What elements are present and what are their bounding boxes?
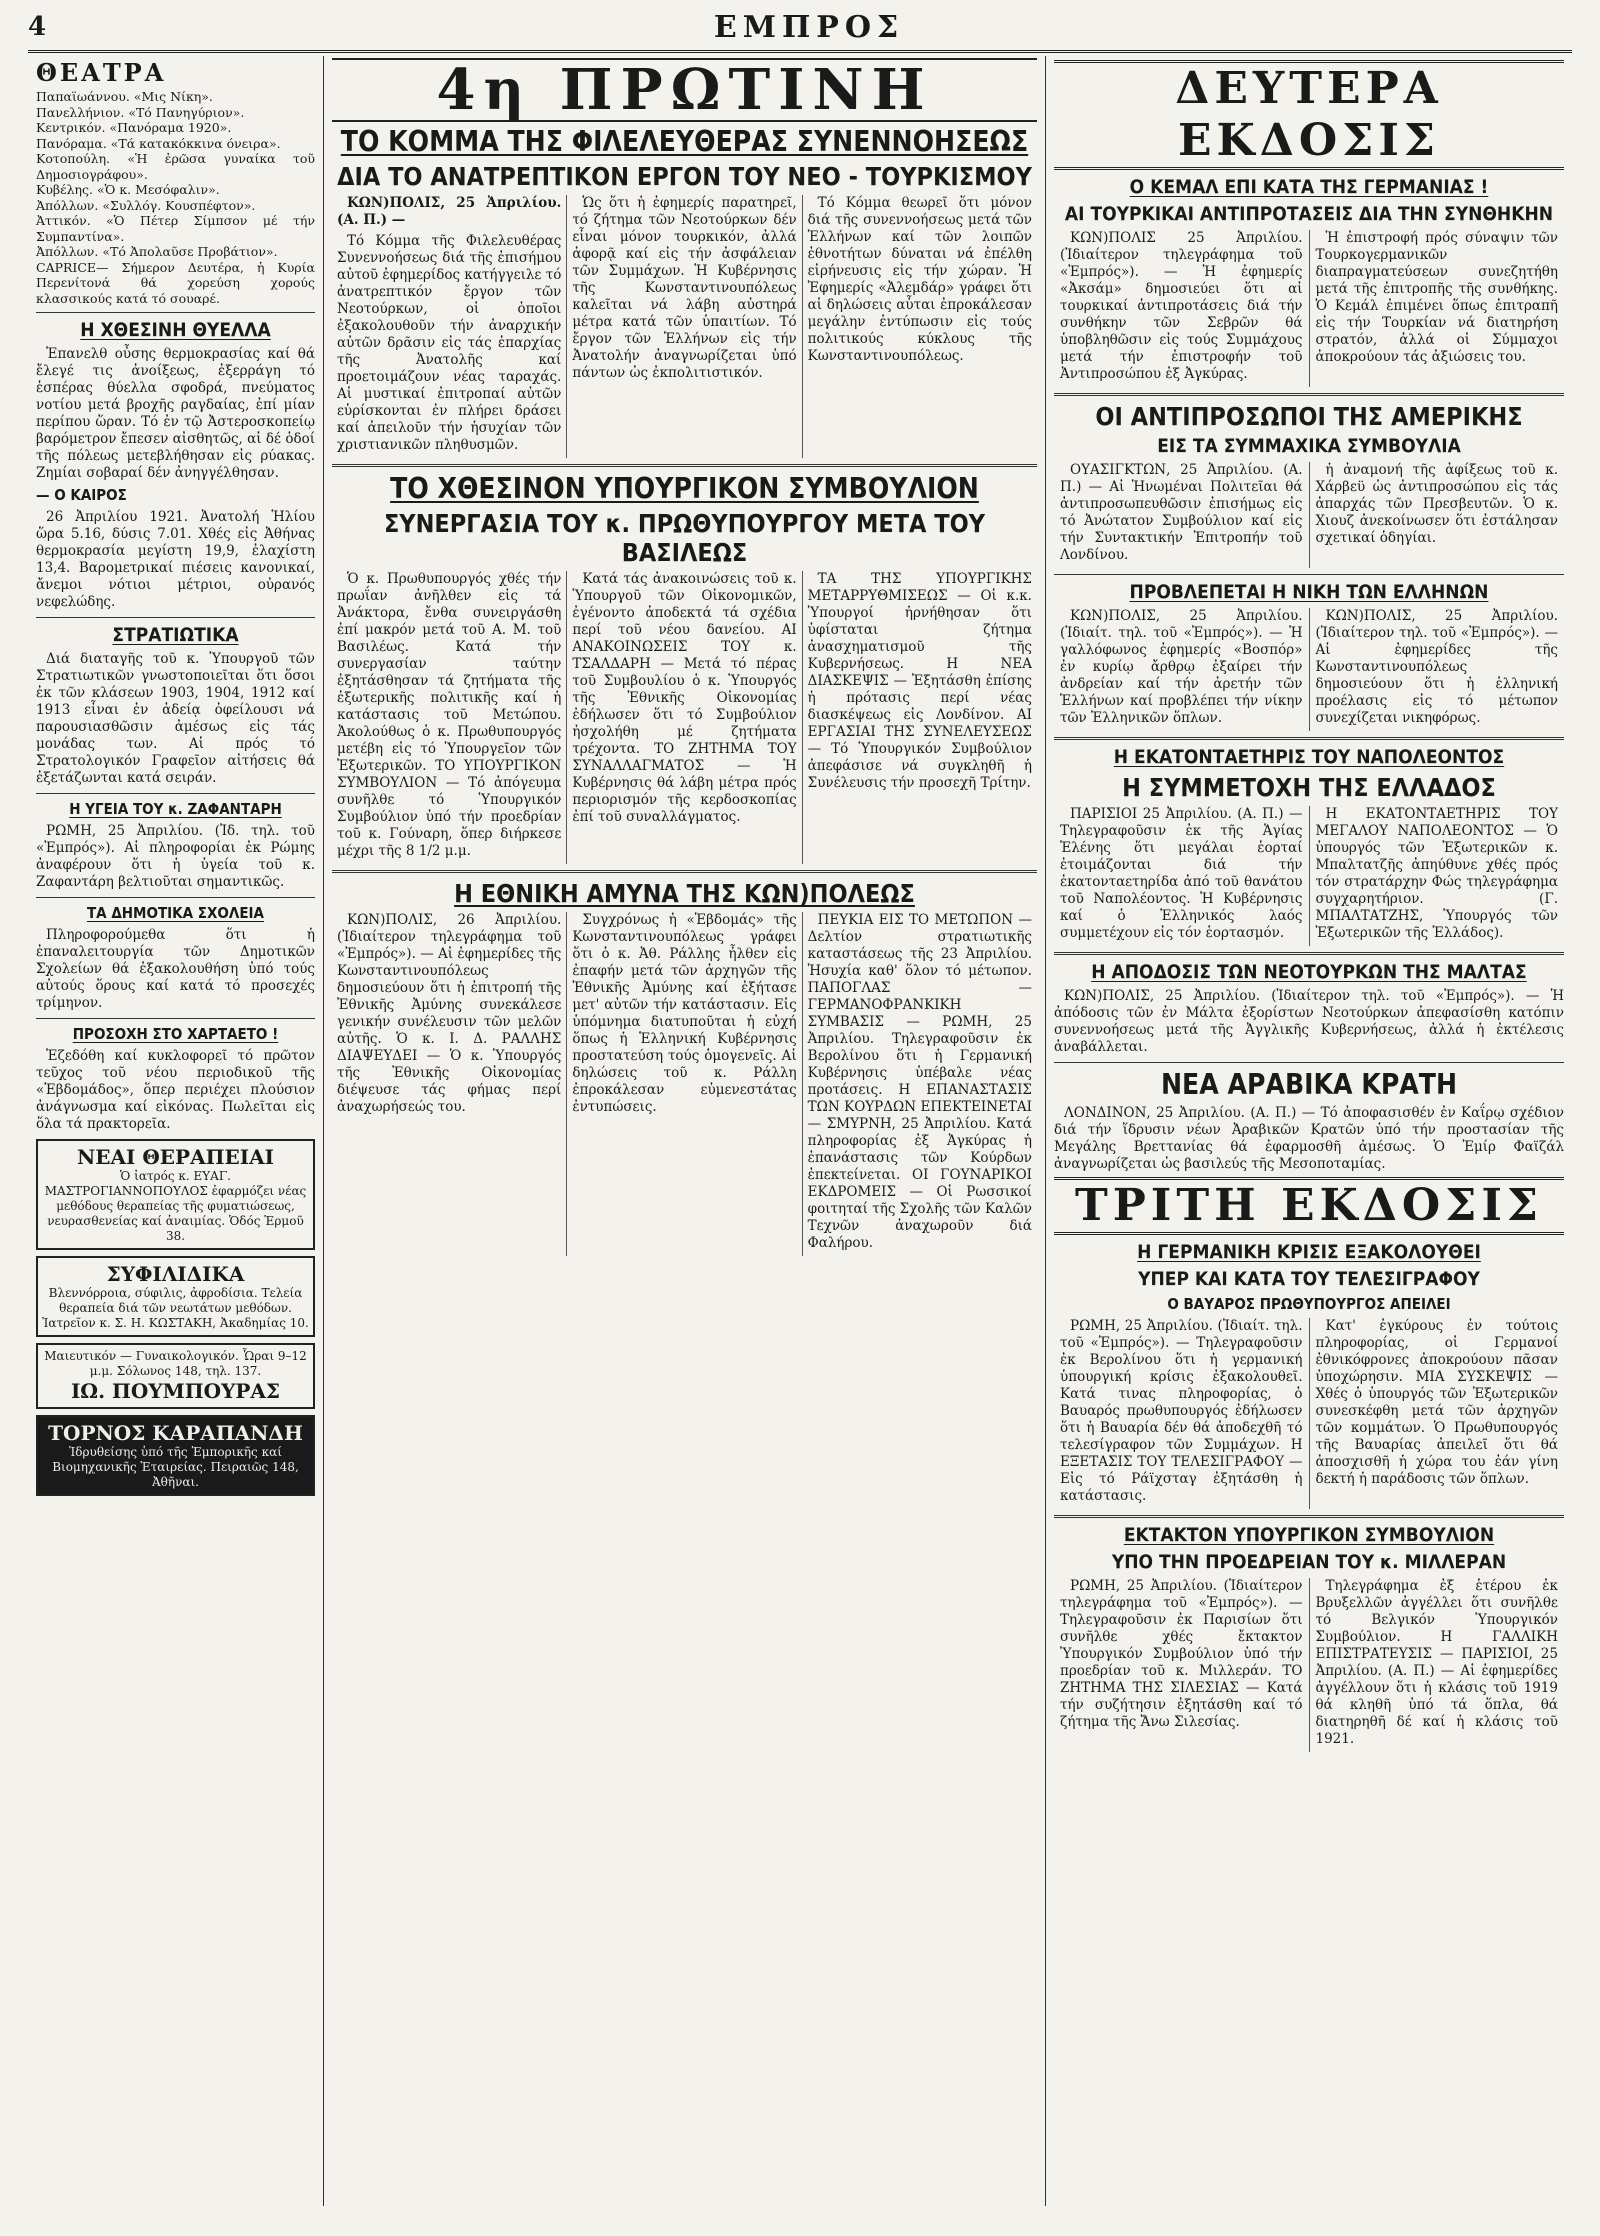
article-subheadline: Ο ΒΑΥΑΡΟΣ ΠΡΩΘΥΠΟΥΡΓΟΣ ΑΠΕΙΛΕΙ [1167,1295,1451,1313]
article-paragraph: Κατά τάς ἀνακοινώσεις τοῦ κ. Ὑπουργοῦ τῶν Οἰκονομικῶν, ἐγένοντο ἀποδεκτά τά σχέδια περί τοῦ νέου δανείου. ΑΙ ΑΝΑΚΟΙΝΩΣΕΙΣ ΤΟΥ κ. ΤΣΑΛΔΑΡΗ — Μετά τό πέρας τοῦ Συμβουλίου ὁ κ. Ὑπουργός τῆς Ἐθνικῆς Οἰκονομίας ἐδήλωσεν ὅτι τό Συμβούλιον ἠσχολήθη μέ ζητήματα τρέχοντα. ΤΟ ΖΗΤΗΜΑ ΤΟΥ ΣΥΝΑΛΛΑΓΜΑΤΟΣ — Ἡ Κυβέρνησις θά λάβη μέτρα πρός περιορισμόν τῆς κερδοσκοπίας ἐπί τοῦ συναλλάγματος. [572,571,797,825]
theater-line: Κοτοπούλη. «Ἡ ἐρῶσα γυναίκα τοῦ Δημοσιογράφου». [36,151,315,182]
article-body [1054,806,1564,946]
theater-line: Παπαϊωάννου. «Μις Νίκη». [36,89,213,104]
article-paragraph: ΤΑ ΤΗΣ ΥΠΟΥΡΓΙΚΗΣ ΜΕΤΑΡΡΥΘΜΙΣΕΩΣ — Οἱ κ.κ. Ὑπουργοί ἠρνήθησαν ὅτι ὑφίσταται ζήτημα ἀνασχηματισμοῦ τῆς Κυβερνήσεως. Η ΝΕΑ ΔΙΑΣΚΕΨΙΣ — Ἐξητάσθη ἐπίσης ἡ πρότασις περί νέας διασκέψεως εἰς Λονδίνον. ΑΙ ΕΡΓΑΣΙΑΙ ΤΗΣ ΣΥΝΕΛΕΥΣΕΩΣ — Τό Ὑπουργικόν Συμβούλιον ἀπεφάσισε νά συγκληθῆ ἡ Συνέλευσις τήν προσεχῆ Τρίτην. [807,571,1032,791]
article-paragraph: ΟΥΑΣΙΓΚΤΩΝ, 25 Ἀπριλίου. (Α. Π.) — Αἱ Ἡνωμέναι Πολιτεῖαι θά ἀντιπροσωπευθῶσιν ἐπισήμως εἰς τό Ἀνώτατον Συμβούλιον καί εἰς τήν Συντακτικήν Ἐπιτροπήν τοῦ Λονδίνου. [1060,462,1303,563]
theater-line: Πανελλήνιον. «Τό Πανηγύριον». [36,104,245,120]
theater-line: Ἀπόλλων. «Τό Ἀπολαῦσε Προβάτιον». [36,244,278,259]
article-headline: Η ΓΕΡΜΑΝΙΚΗ ΚΡΙΣΙΣ ΕΞΑΚΟΛΟΥΘΕΙ [1137,1241,1481,1263]
ad-title: ΝΕΑΙ ΘΕΡΑΠΕΙΑΙ [77,1145,274,1169]
article-headline: ΤΟ ΚΟΜΜΑ ΤΗΣ ΦΙΛΕΛΕΥΘΕΡΑΣ ΣΥΝΕΝΝΟΗΣΕΩΣ [340,125,1029,158]
article-paragraph: ΡΩΜΗ, 25 Ἀπριλίου. (Ἰδιαίτερον τηλεγράφημα τοῦ «Ἐμπρός»). — Τηλεγραφοῦσιν ἐκ Παρισίων ὅτι συνῆλθε χθές ἔκτακτον Ὑπουργικόν Συμβούλιον ὑπό τήν προεδρίαν τοῦ κ. Μιλλεράν. ΤΟ ΖΗΤΗΜΑ ΤΗΣ ΣΙΛΕΣΙΑΣ — Κατά τήν συζήτησιν ἐξητάσθη καί τό ζήτημα τῆς Ἄνω Σιλεσίας. [1060,1578,1303,1730]
article-headline: Η ΕΚΑΤΟΝΤΑΕΤΗΡΙΣ ΤΟΥ ΝΑΠΟΛΕΟΝΤΟΣ [1113,746,1505,768]
page-number: 4 [28,12,47,42]
advertisement [36,1256,315,1337]
article-headline: Ο ΚΕΜΑΛ ΕΠΙ ΚΑΤΑ ΤΗΣ ΓΕΡΜΑΝΙΑΣ ! [1129,176,1489,198]
ad-text: Ὁ ἰατρός κ. ΕΥΑΓ. ΜΑΣΤΡΟΓΙΑΝΝΟΠΟΥΛΟΣ ἐφαρμόζει νέας μεθόδους θεραπείας τῆς φυματιώσεως, νευρασθενείας καί ἀναιμίας. Ὁδός Ἑρμοῦ 38. [44,1169,307,1243]
paper-name: ΕΜΠΡΟΣ [713,9,905,45]
weather-text: Ἐπανελθ οὖσης θερμοκρασίας καί θά ἔλεγέ τις ἀνοίξεως, ἐξερράγη τό ἑσπέρας θύελλα σφοδρά, πνεύματος νοτίου μετά βροχῆς ραγδαίας, ἐπί μίαν περίπου ὥραν. Τό ἐν τῷ Ἀστεροσκοπείῳ βαρόμετρον ἔπεσεν αἰσθητῶς, αἱ δέ ὁδοί τῆς πόλεως μετεβλήθησαν εἰς ρύακας. Ζημίαι σοβαραί δέν ἀνηγγέλθησαν. [36,346,315,481]
article-paragraph: Ὡς ὅτι ἡ ἐφημερίς παρατηρεῖ, τό ζήτημα τῶν Νεοτούρκων δέν εἶναι μόνον τουρκικόν, ἀλλά ἀφορᾷ καί εἰς τήν ἀσφάλειαν τῶν Συμμάχων. Ἡ Κυβέρνησις τῆς Κωνσταντινουπόλεως καλεῖται νά λάβη αὐστηρά μέτρα κατά τῶν ὑπαιτίων. Τό ἔργον τῶν Ἑλλήνων εἰς τήν Ἀνατολήν ἀναγνωρίζεται ὑπό πάντων ὡς ἐκπολιτιστικόν. [572,195,797,381]
article-body [332,912,1037,1256]
article-headline: ΟΙ ΑΝΤΙΠΡΟΣΩΠΟΙ ΤΗΣ ΑΜΕΡΙΚΗΣ [1095,402,1523,431]
article-headline: ΝΕΑ ΑΡΑΒΙΚΑ ΚΡΑΤΗ [1160,1068,1458,1101]
article-paragraph: Ὁ κ. Πρωθυπουργός χθές τήν πρωΐαν ἀνῆλθεν εἰς τά Ἀνάκτορα, ἔνθα συνειργάσθη ἐπί μακρόν μετά τοῦ Α. Μ. τοῦ Βασιλέως. Κατά τήν συνεργασίαν ταύτην ἐξητάσθησαν τά ζητήματα τῆς ἐξωτερικῆς πολιτικῆς καί ἡ κατάστασις τοῦ Μετώπου. Ἀκολούθως ὁ κ. Πρωθυπουργός μετέβη εἰς τό Ὑπουργεῖον τῶν Ἐξωτερικῶν. ΤΟ ΥΠΟΥΡΓΙΚΟΝ ΣΥΜΒΟΥΛΙΟΝ — Τό ἀπόγευμα συνῆλθε τό Ὑπουργικόν Συμβούλιον ὑπό τήν προεδρίαν τοῦ κ. Γούναρη, ὅπερ διήρκεσε μέχρι τῆς 8 1/2 μ.μ. [337,571,562,859]
article-headline: ΕΚΤΑΚΤΟΝ ΥΠΟΥΡΓΙΚΟΝ ΣΥΜΒΟΥΛΙΟΝ [1123,1524,1495,1546]
article-body [1054,1318,1564,1509]
article-paragraph: Ἡ ἐπιστροφή πρός σύναψιν τῶν Τουρκογερμανικῶν διαπραγματεύσεων συνεζητήθη μετά τῆς ἐπιτροπῆς τῆς συνθήκης. Ὁ Κεμάλ ἐπιμένει ὅπως ἐπιτραπῆ εἰς τήν Τουρκίαν νά διατηρήση στρατόν, ἀλλά οἱ Σύμμαχοι ἀποκρούουν τάς ἀξιώσεις του. [1315,230,1558,365]
kairos-headline: — Ο ΚΑΙΡΟΣ [36,486,127,504]
health-headline: Η ΥΓΕΙΑ ΤΟΥ κ. ΖΑΦΑΝΤΑΡΗ [69,800,282,818]
theater-heading: ΘΕΑΤΡΑ [36,58,167,87]
article-paragraph: Η ΕΚΑΤΟΝΤΑΕΤΗΡΙΣ ΤΟΥ ΜΕΓΑΛΟΥ ΝΑΠΟΛΕΟΝΤΟΣ — Ὁ ὑπουργός τῶν Ἐξωτερικῶν κ. Μπαλτατζῆς ἀπηύθυνε χθές πρός τόν στρατάρχην Φώς τηλεγράφημα συγχαρητήριον. (Γ. ΜΠΑΛΤΑΤΖΗΣ, Ὑπουργός τῶν Ἐξωτερικῶν τῆς Ἑλλάδος). [1315,806,1558,941]
article-paragraph: ΚΩΝ)ΠΟΛΙΣ, 25 Ἀπριλίου. (Ἰδιαίτερον τηλ. τοῦ «Ἐμπρός»). — Αἱ ἐφημερίδες τῆς Κωνσταντινουπόλεως δημοσιεύουν ὅτι ἡ ἑλληνική προέλασις εἰς τό μέτωπον συνεχίζεται νικηφόρως. [1315,608,1558,726]
article-headline: Η ΕΘΝΙΚΗ ΑΜΥΝΑ ΤΗΣ ΚΩΝ)ΠΟΛΕΩΣ [454,879,915,908]
military-text: Διά διαταγῆς τοῦ κ. Ὑπουργοῦ τῶν Στρατιωτικῶν γνωστοποιεῖται ὅτι ὅσοι ἐκ τῶν κλάσεων 1903, 1904, 1912 καί 1913 εἶναι ἐν ἀδείᾳ ὀφείλουσι νά παρουσιασθῶσιν ἀμέσως εἰς τάς μονάδας των. Αἱ πρός τό Στρατολογικόν Γραφεῖον αἰτήσεις θά ἐξετάζωνται κατά σειράν. [36,651,315,786]
ad-title: ΣΥΦΙΛΙΔΙΚΑ [106,1262,245,1286]
article-paragraph: Κατ' ἐγκύρους ἐν τούτοις πληροφορίας, οἱ Γερμανοί ἐθνικόφρονες ἀποκρούουν πᾶσαν ὑποχώρησιν. ΜΙΑ ΣΥΣΚΕΨΙΣ — Χθές ὁ ὑπουργός τῶν Ἐξωτερικῶν συνεσκέφθη μετά τῶν ἀρχηγῶν τῶν κομμάτων. Ὁ Πρωθυπουργός τῆς Βαυαρίας ἀπειλεῖ ὅτι θά ἀποσχισθῆ ἡ χώρα του ἐάν γίνη δεκτή ἡ παράδοσις τῶν ὅπλων. [1315,1318,1558,1487]
middle-column [323,56,1045,2206]
article-paragraph: ΡΩΜΗ, 25 Ἀπριλίου. (Ἰδιαίτ. τηλ. τοῦ «Ἐμπρός»). — Τηλεγραφοῦσιν ἐκ Βερολίνου ὅτι ἡ γερμανική ὑπουργική κρίσις ἐξακολουθεῖ. Κατά τινας πληροφορίας, ὁ Βαυαρός πρωθυπουργός ἐδήλωσεν ὅτι ἡ Βαυαρία δέν θά ἀποδεχθῆ τό τελεσίγραφον τῶν Συμμάχων. Η ΕΞΕΤΑΣΙΣ ΤΟΥ ΤΕΛΕΣΙΓΡΑΦΟΥ — Εἰς τό Ράϊχσταγ ἐξητάσθη ἡ κατάστασις. [1060,1318,1303,1504]
article-body [332,571,1037,864]
ad-title: ΤΟΡΝΟΣ ΚΑΡΑΠΑΝΔΗ [48,1421,303,1445]
article-paragraph: Τηλεγράφημα ἐξ ἑτέρου ἐκ Βρυξελλῶν ἀγγέλλει ὅτι συνῆλθε τό Βελγικόν Ὑπουργικόν Συμβούλιον. Η ΓΑΛΛΙΚΗ ΕΠΙΣΤΡΑΤΕΥΣΙΣ — ΠΑΡΙΣΙΟΙ, 25 Ἀπριλίου. (Α. Π.) — Αἱ ἐφημερίδες ἀγγέλλουν ὅτι ἡ κλάσις τοῦ 1919 θά κληθῆ ὑπό τά ὅπλα, θά διατηρηθῆ δέ καί ἡ κλάσις τοῦ 1921. [1315,1578,1558,1747]
advertisement [36,1415,315,1496]
weather-headline: Η ΧΘΕΣΙΝΗ ΘΥΕΛΛΑ [80,319,271,341]
theater-line: Ἀττικόν. «Ὁ Πέτερ Σίμπσον μέ τήν Συμπαντίνα». [36,213,315,244]
paper-text: Ἐζεδόθη καί κυκλοφορεῖ τό πρῶτον τεῦχος τοῦ νέου περιοδικοῦ τῆς «Ἐβδομάδος», ὅπερ περιέχει πλούσιον ἀνάγνωσμα καί εἰκόνας. Πωλεῖται εἰς ὅλα τά πρακτορεῖα. [36,1048,315,1132]
article-body [1054,462,1564,568]
article-paragraph: Τό Κόμμα θεωρεῖ ὅτι μόνον διά τῆς συνεννοήσεως μετά τῶν Ἑλλήνων καί τῶν λοιπῶν ἐθνοτήτων δύναται νά ἐπέλθη εἰρήνευσις εἰς τήν χώραν. Ἡ Ἐφημερίς «Ἀλεμδάρ» γράφει ὅτι αἱ δηλώσεις αὗται ἐπροκάλεσαν μεγάλην ἐντύπωσιν εἰς τούς πολιτικούς κύκλους τῆς Κωνσταντινουπόλεως. [807,195,1032,364]
advertisement [36,1139,315,1250]
ad-text: Μαιευτικόν — Γυναικολογικόν. Ὧραι 9–12 μ.μ. Σόλωνος 148, τηλ. 137. [44,1349,307,1378]
article-paragraph: ΠΑΡΙΣΙΟΙ 25 Ἀπριλίου. (Α. Π.) — Τηλεγραφοῦσιν ἐκ τῆς Ἁγίας Ἑλένης ὅτι μεγάλαι ἑορταί ἐτοιμάζονται διά τήν ἐκατονταετηρίδα ἀπό τοῦ θανάτου τοῦ Ναπολέοντος. Ἡ Κυβέρνησις καί ὁ Ἑλληνικός λαός συμμετέχουν εἰς τόν ἑορτασμόν. [1060,806,1303,941]
theater-line: Ἀπόλλων. «Συλλόγ. Κουσπέφτον». [36,197,256,213]
article-paragraph: ἡ ἀναμονή τῆς ἀφίξεως τοῦ κ. Χάρβεϋ ὡς ἀντιπροσώπου εἰς τάς ἀπαρχάς τῶν Πρεσβευτῶν. Ὁ κ. Χιουζ ἀνεκοίνωσεν ὅτι ἐστάλησαν σχετικαί ὁδηγίαι. [1315,462,1558,546]
article-subheadline: ΔΙΑ ΤΟ ΑΝΑΤΡΕΠΤΙΚΟΝ ΕΡΓΟΝ ΤΟΥ ΝΕΟ - ΤΟΥΡΚΙΣΜΟΥ [337,162,1032,191]
military-headline: ΣΤΡΑΤΙΩΤΙΚΑ [112,624,239,646]
ad-title: ΙΩ. ΠΟΥΜΠΟΥΡΑΣ [70,1379,281,1403]
article-paragraph: ΚΩΝ)ΠΟΛΙΣ, 25 Ἀπριλίου. (Ἰδιαίτ. τηλ. τοῦ «Ἐμπρός»). — Ἡ γαλλόφωνος ἐφημερίς «Βοσπόρ» ἐν κυρίῳ ἄρθρῳ ἐξαίρει τήν ἀνδρείαν καί τήν ἀρετήν τῶν Ἑλλήνων καί προβλέπει τήν νίκην τῶν Ἑλληνικῶν ὅπλων. [1060,608,1303,726]
article-paragraph: ΚΩΝ)ΠΟΛΙΣ, 25 Ἀπριλίου. (Ἰδιαίτερον τηλ. τοῦ «Ἐμπρός»). — Ἡ ἀπόδοσις τῶν ἐν Μάλτα ἐξορίστων Νεοτούρκων ἀπεφασίσθη κατόπιν συνεννοήσεως μετά τῆς Ἀγγλικῆς Κυβερνήσεως, ἀλλά ἡ ἐκτέλεσις ἀναβάλλεται. [1054,988,1564,1055]
article-headline: ΠΡΟΒΛΕΠΕΤΑΙ Η ΝΙΚΗ ΤΩΝ ΕΛΛΗΝΩΝ [1129,581,1489,603]
article-subheadline: ΕΙΣ ΤΑ ΣΥΜΜΑΧΙΚΑ ΣΥΜΒΟΥΛΙΑ [1157,435,1461,457]
masthead [28,4,1572,53]
article-paragraph: ΚΩΝ)ΠΟΛΙΣ, 26 Ἀπριλίου. (Ἰδιαίτερον τηλεγράφημα τοῦ «Ἐμπρός»). — Αἱ ἐφημερίδες τῆς Κωνσταντινουπόλεως δημοσιεύουν ὅτι ἡ ἐπιτροπή τῆς Ἐθνικῆς Ἀμύνης συνεκάλεσε γενικήν συνέλευσιν τῶν μελῶν αὐτῆς. Ὁ κ. Ι. Δ. ΡΑΛΛΗΣ ΔΙΑΨΕΥΔΕΙ — Ὁ κ. Ὑπουργός τῆς Ἐθνικῆς Οἰκονομίας διέψευσε τάς φήμας περί ἀναχωρήσεώς του. [337,912,562,1115]
article-subheadline: ΑΙ ΤΟΥΡΚΙΚΑΙ ΑΝΤΙΠΡΟΤΑΣΕΙΣ ΔΙΑ ΤΗΝ ΣΥΝΘΗΚΗΝ [1064,203,1554,225]
edition-title: 4η ΠΡΩΤΙΝΗ [332,58,1037,122]
article-paragraph: Τό Κόμμα τῆς Φιλελευθέρας Συνεννοήσεως διά τῆς ἐπισήμου αὐτοῦ ἐφημερίδος κατήγγειλε τό ἀνατρεπτικόν ἔργον τῶν Νεοτούρκων, οἱ ὁποῖοι ἐξακολουθοῦν τήν ἀναρχικήν αὐτῶν δρᾶσιν εἰς τάς ἐπαρχίας τῆς Ἀνατολῆς καί προετοιμάζουν νέας ταραχάς. Αἱ μυστικαί ἐπιτροπαί αὐτῶν εὑρίσκονται ἐν πλήρει δράσει καί ἀπειλοῦν τήν ἡσυχίαν τῶν χριστιανικῶν πληθυσμῶν. [337,233,562,453]
paper-headline: ΠΡΟΣΟΧΗ ΣΤΟ ΧΑΡΤΑΕΤΟ ! [72,1025,279,1043]
article-subheadline: Η ΣΥΜΜΕΤΟΧΗ ΤΗΣ ΕΛΛΑΔΟΣ [1122,773,1496,802]
article-paragraph: ΚΩΝ)ΠΟΛΙΣ 25 Ἀπριλίου. (Ἰδιαίτερον τηλεγράφημα τοῦ «Ἐμπρός»). — Ἡ ἐφημερίς «Ἀκσάμ» δημοσιεύει ὅτι αἱ τουρκικαί ἀντιπροτάσεις διά τήν συνθήκην τῶν Σεβρῶν θά ὑποβληθῶσιν εἰς τούς Συμμάχους μετά τήν ἐπιστροφήν τοῦ Ἀντιπροσώπου ἐξ Ἀγκύρας. [1060,230,1303,382]
right-column [1045,56,1572,2206]
left-column [28,56,323,2206]
theater-line: CAPRICE— Σήμερον Δευτέρα, ἡ Κυρία Περενίτονά θά χορεύση χορούς κλασσικούς κατά τό σουαρέ. [36,259,315,306]
article-paragraph: Συγχρόνως ἡ «Ἑβδομάς» τῆς Κωνσταντινουπόλεως γράφει ὅτι ὁ κ. Ἀθ. Ράλλης ἦλθεν εἰς ἐπαφήν μετά τῶν ἀρχηγῶν τῆς Ἐθνικῆς Ἀμύνης καί ἐξήτασε μετ' αὐτῶν τήν κατάστασιν. Εἰς ὑπόμνημα διατυποῦται ἡ εὐχή ὅπως ἡ Ἑλληνική Κυβέρνησις προστατεύση τούς ὁμογενεῖς. Αἱ δηλώσεις τοῦ κ. Ράλλη ἐπροκάλεσαν εὐμενεστάτας ἐντυπώσεις. [572,912,797,1115]
theater-line: Πανόραμα. «Τά κατακόκκινα όνειρα». [36,135,281,151]
schools-text: Πληροφορούμεθα ὅτι ἡ ἐπαναλειτουργία τῶν Δημοτικῶν Σχολείων θά ἐξακολουθήση ὑπό τούς αὐτούς ὅρους καί κατά τό προσεχές τρίμηνον. [36,927,315,1011]
ad-text: Βλεννόρροια, σύφιλις, ἀφροδίσια. Τελεία θεραπεία διά τῶν νεωτάτων μεθόδων. Ἰατρεῖον κ. Σ. Η. ΚΩΣΤΑΚΗ, Ἀκαδημίας 10. [42,1286,309,1330]
schools-headline: ΤΑ ΔΗΜΟΤΙΚΑ ΣΧΟΛΕΙΑ [86,904,265,922]
dateline: ΚΩΝ)ΠΟΛΙΣ, 25 Ἀπριλίου. (Α. Π.) — [337,195,562,228]
theater-line: Κυβέλης. «Ὁ κ. Μεσόφαλιν». [36,182,220,197]
article-subheadline: ΣΥΝΕΡΓΑΣΙΑ ΤΟΥ κ. ΠΡΩΘΥΠΟΥΡΓΟΥ ΜΕΤΑ ΤΟΥ ΒΑΣΙΛΕΩΣ [383,509,986,567]
ad-text: Ἱδρυθείσης ὑπό τῆς Ἐμπορικῆς καί Βιομηχανικῆς Ἑταιρείας. Πειραιῶς 148, Ἀθῆναι. [52,1445,299,1489]
article-headline: ΤΟ ΧΘΕΣΙΝΟΝ ΥΠΟΥΡΓΙΚΟΝ ΣΥΜΒΟΥΛΙΟΝ [390,472,979,505]
article-paragraph: ΠΕΥΚΙΑ ΕΙΣ ΤΟ ΜΕΤΩΠΟΝ — Δελτίον στρατιωτικῆς καταστάσεως τῆς 23 Ἀπριλίου. Ἡσυχία καθ' ὅλον τό μέτωπον. ΠΑΠΟΓΛΑΣ — ΓΕΡΜΑΝΟΦΡΑΝΚΙΚΗ ΣΥΜΒΑΣΙΣ — ΡΩΜΗ, 25 Ἀπριλίου. Τηλεγραφοῦσιν ἐκ Βερολίνου ὅτι ἡ Γερμανική Κυβέρνησις ὑπέβαλε νέας προτάσεις. Η ΕΠΑΝΑΣΤΑΣΙΣ ΤΩΝ ΚΟΥΡΔΩΝ ΕΠΕΚΤΕΙΝΕΤΑΙ — ΣΜΥΡΝΗ, 25 Ἀπριλίου. Κατά πληροφορίας ἐξ Ἀγκύρας ἡ ἐπανάστασις τῶν Κούρδων ἐπεκτείνεται. ΟΙ ΓΟΥΝΑΡΙΚΟΙ ΕΚΔΡΟΜΕΙΣ — Οἱ Ρωσσικοί φοιτηταί τῆς Σχολῆς τῶν Καλῶν Τεχνῶν ἀναχωροῦν διά Φαλήρου. [807,912,1032,1251]
article-subheadline: ΥΠΟ ΤΗΝ ΠΡΟΕΔΡΕΙΑΝ ΤΟΥ κ. ΜΙΛΛΕΡΑΝ [1111,1551,1507,1573]
article-body [1054,230,1564,387]
edition-title: ΔΕΥΤΕΡΑ ΕΚΔΟΣΙΣ [1054,60,1564,170]
article-body [1054,608,1564,731]
article-paragraph: ΛΟΝΔΙΝΟΝ, 25 Ἀπριλίου. (Α. Π.) — Τό ἀποφασισθέν ἐν Καΐρῳ σχέδιον διά τήν ἵδρυσιν νέων Ἀραβικῶν Κρατῶν ὑπό τήν προστασίαν τῆς Μεγάλης Βρεττανίας θά ἐφαρμοσθῆ ἀμέσως. Ὁ Ἐμίρ Φαϊζάλ ἀναγνωρίζεται ὡς βασιλεύς τῆς Μεσοποταμίας. [1054,1105,1564,1172]
theater-line: Κεντρικόν. «Πανόραμα 1920». [36,120,232,135]
kairos-text: 26 Ἀπριλίου 1921. Ἀνατολή Ἡλίου ὥρα 5.16, δύσις 7.01. Χθές εἰς Ἀθήνας θερμοκρασία μεγίστη 19,9, ἐλαχίστη 13,4. Βαρομετρικαί πιέσεις κανονικαί, ἄνεμοι νότιοι μέτριοι, οὐρανός νεφελώδης. [36,509,315,610]
edition-title: ΤΡΙΤΗ ΕΚΔΟΣΙΣ [1054,1177,1564,1235]
article-body [332,195,1037,458]
advertisement [36,1343,315,1409]
article-body [1054,1578,1564,1752]
article-headline: Η ΑΠΟΔΟΣΙΣ ΤΩΝ ΝΕΟΤΟΥΡΚΩΝ ΤΗΣ ΜΑΛΤΑΣ [1091,961,1527,983]
health-text: ΡΩΜΗ, 25 Ἀπριλίου. (Ἰδ. τηλ. τοῦ «Ἐμπρός»). Αἱ πληροφορίαι ἐκ Ρώμης ἀναφέρουν ὅτι ἡ ὑγεία τοῦ κ. Ζαφαντάρη βελτιοῦται σημαντικῶς. [36,823,315,890]
article-subheadline: ΥΠΕΡ ΚΑΙ ΚΑΤΑ ΤΟΥ ΤΕΛΕΣΙΓΡΑΦΟΥ [1138,1268,1480,1290]
